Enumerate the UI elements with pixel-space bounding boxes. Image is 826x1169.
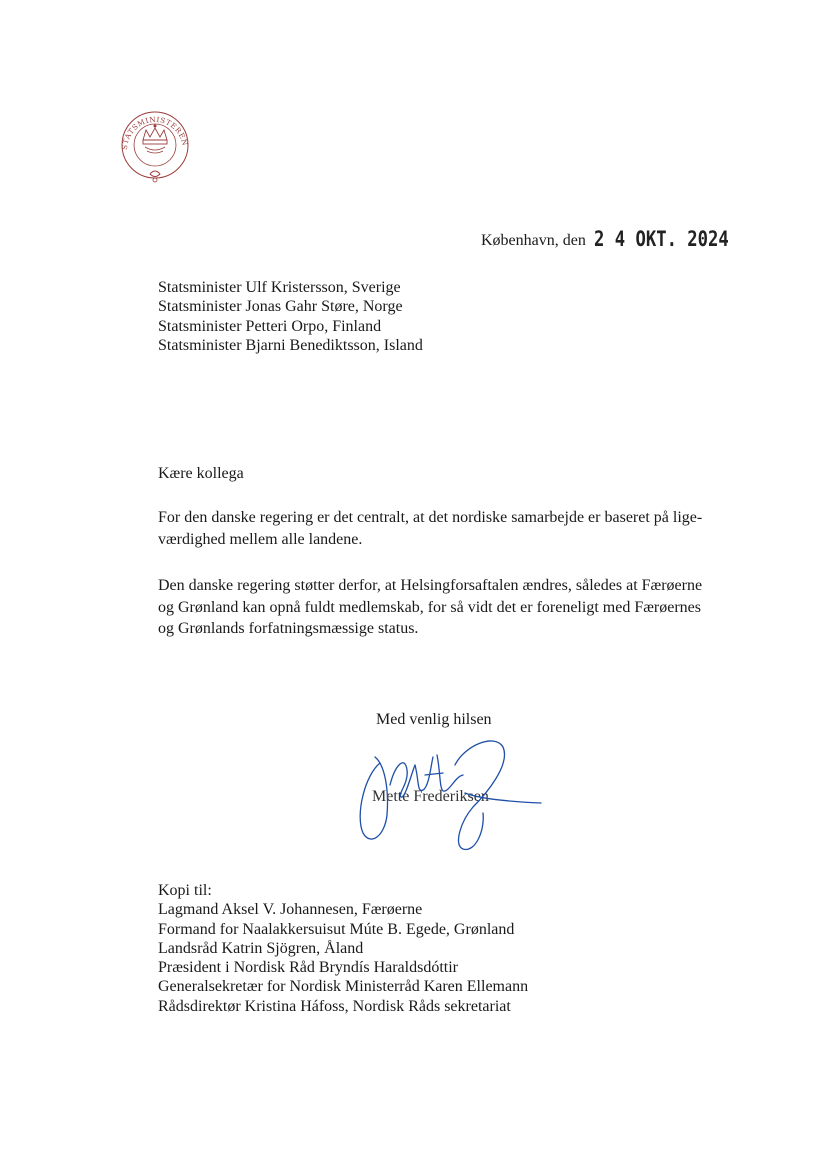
copy-recipient: Lagmand Aksel V. Johannesen, Færøerne (158, 901, 423, 919)
greeting: Kære kollega (158, 465, 244, 482)
svg-text:STATSMINISTEREN (120, 115, 190, 150)
handwritten-signature (345, 735, 550, 855)
dateline (481, 227, 758, 251)
copy-recipient: Generalsekretær for Nordisk Ministerråd Karen Ellemann (158, 978, 529, 996)
statsministeren-seal-logo (110, 100, 200, 190)
recipient-list (158, 278, 423, 355)
paragraph-line: værdighed mellem alle landene. (158, 530, 363, 548)
copy-recipient: Formand for Naalakkersuisut Múte B. Egede, Grønland (158, 920, 515, 938)
signatory-name: Mette Frederiksen (372, 788, 489, 805)
copy-heading: Kopi til: (158, 882, 212, 899)
paragraph-line: og Grønland kan opnå fuldt medlemskab, for så vidt det er foreneligt med Færøernes (158, 598, 701, 616)
body-paragraph-2 (158, 575, 718, 640)
recipient-line: Statsminister Petteri Orpo, Finland (158, 317, 382, 335)
closing-salutation: Med venlig hilsen (376, 711, 492, 728)
paragraph-line: og Grønlands forfatningsmæssige status. (158, 620, 419, 637)
seal-text: STATSMINISTEREN (119, 114, 190, 151)
recipient-line: Statsminister Jonas Gahr Støre, Norge (158, 298, 403, 316)
paragraph-line: For den danske regering er det centralt, at det nordiske samarbejde er baseret på lige- (158, 509, 703, 526)
date-stamp: 2 4 OKT. 2024 (593, 227, 729, 251)
dateline-place: København, den (481, 232, 586, 249)
copy-recipient: Landsråd Katrin Sjögren, Åland (158, 939, 364, 957)
recipient-line: Statsminister Ulf Kristersson, Sverige (158, 279, 401, 296)
copy-list (158, 881, 528, 1016)
copy-recipient: Rådsdirektør Kristina Háfoss, Nordisk Råds sekretariat (158, 997, 511, 1015)
body-paragraph-1 (158, 507, 718, 550)
copy-recipient: Præsident i Nordisk Råd Bryndís Haraldsdóttir (158, 959, 458, 977)
recipient-line: Statsminister Bjarni Benediktsson, Island (158, 336, 423, 354)
paragraph-line: Den danske regering støtter derfor, at Helsingforsaftalen ændres, således at Færøerne (158, 577, 703, 594)
